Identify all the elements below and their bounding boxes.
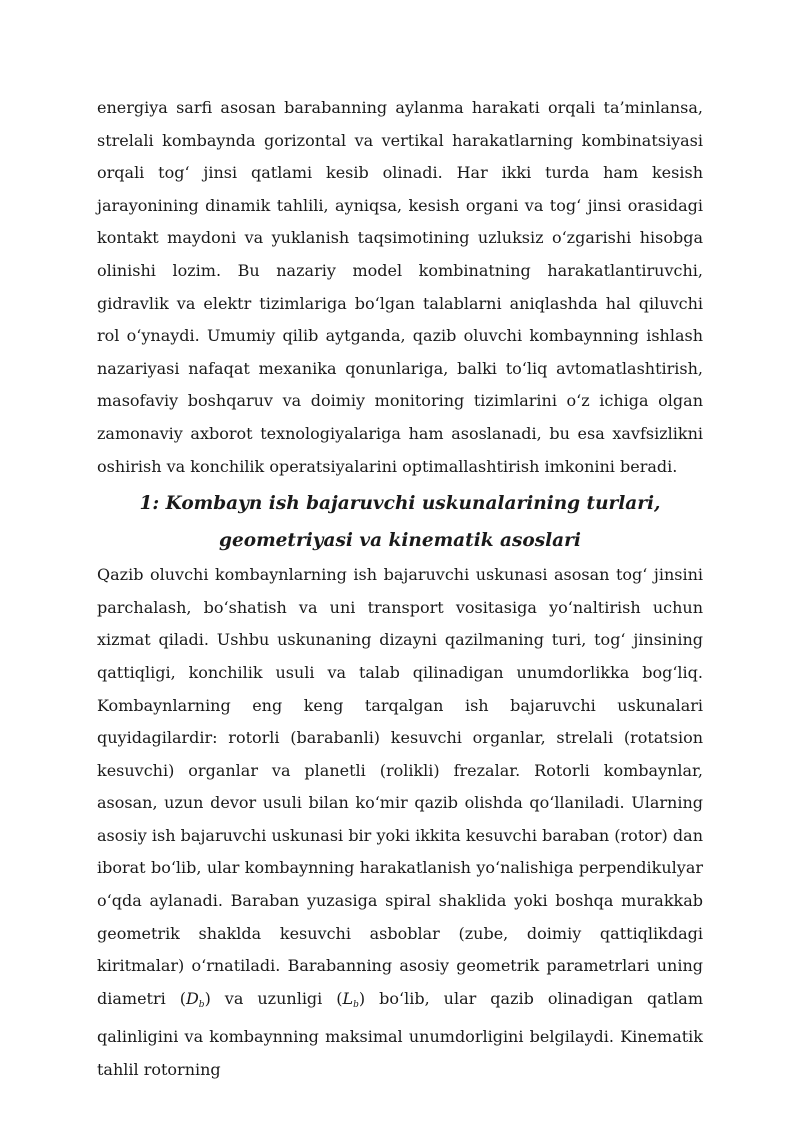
drum-diameter-letter: D	[185, 988, 199, 1008]
document-page	[97, 92, 703, 1087]
drum-diameter-subscript: b	[198, 999, 205, 1010]
section-paragraph-text-3: ) bo‘lib, ular qazib olinadigan qatlam qalinligini va kombaynning maksimal unumdorligini belgilaydi. Kinematik tahlil rotorning	[97, 988, 703, 1080]
drum-length-symbol	[343, 989, 359, 1008]
drum-length-subscript: b	[353, 999, 359, 1010]
intro-paragraph: energiya sarfi asosan barabanning aylanma harakati orqali ta’minlansa, strelali kombaynda gorizontal va vertikal harakatlarning kombinatsiyasi orqali tog‘ jinsi qatlami kesib olinadi. Har ikki turda ham kesish jarayonining dinamik tahlili, ayniqsa, kesish organi va tog‘ jinsi orasidagi kontakt maydoni va yuklanish taqsimotining uzluksiz o‘zgarishi hisobga olinishi lozim. Bu nazariy model kombinatning harakatlantiruvchi, gidravlik va elektr tizimlariga bo‘lgan talablarni aniqlashda hal qiluvchi rol o‘ynaydi. Umumiy qilib aytganda, qazib oluvchi kombaynning ishlash nazariyasi nafaqat mexanika qonunlariga, balki to‘liq avtomatlashtirish, masofaviy boshqaruv va doimiy monitoring tizimlarini o‘z ichiga olgan zamonaviy axborot texnologiyalariga ham asoslanadi, bu esa xavfsizlikni oshirish va konchilik operatsiyalarini optimallashtirish imkonini beradi.	[97, 98, 703, 476]
drum-diameter-symbol	[186, 989, 205, 1008]
drum-length-letter: L	[342, 988, 354, 1008]
section-paragraph-text-2: ) va uzunligi (	[204, 988, 343, 1008]
section-paragraph-text-1: Qazib oluvchi kombaynlarning ish bajaruvchi uskunasi asosan tog‘ jinsini parchalash, bo‘shatish va uni transport vositasiga yo‘naltirish uchun xizmat qiladi. Ushbu uskunaning dizayni qazilmaning turi, tog‘ jinsining qattiqligi, konchilik usuli va talab qilinadigan unumdorlikka bog‘liq. Kombaynlarning eng keng tarqalgan ish bajaruvchi uskunalari quyidagilardir: rotorli (barabanli) kesuvchi organlar, strelali (rotatsion kesuvchi) organlar va planetli (rolikli) frezalar. Rotorli kombaynlar, asosan, uzun devor usuli bilan ko‘mir qazib olishda qo‘llaniladi. Ularning asosiy ish bajaruvchi uskunasi bir yoki ikkita kesuvchi baraban (rotor) dan iborat bo‘lib, ular kombaynning harakatlanish yo‘nalishiga perpendikulyar o‘qda aylanadi. Baraban yuzasiga spiral shaklida yoki boshqa murakkab geometrik shaklda kesuvchi asboblar (zube, doimiy qattiqlikdagi kiritmalar) o‘rnatiladi. Barabanning asosiy geometrik parametrlari uning diametri (	[97, 565, 703, 1008]
section-heading: 1: Kombayn ish bajaruvchi uskunalarining turlari, geometriyasi va kinematik asoslari	[139, 493, 661, 552]
section-paragraph	[97, 559, 703, 1087]
